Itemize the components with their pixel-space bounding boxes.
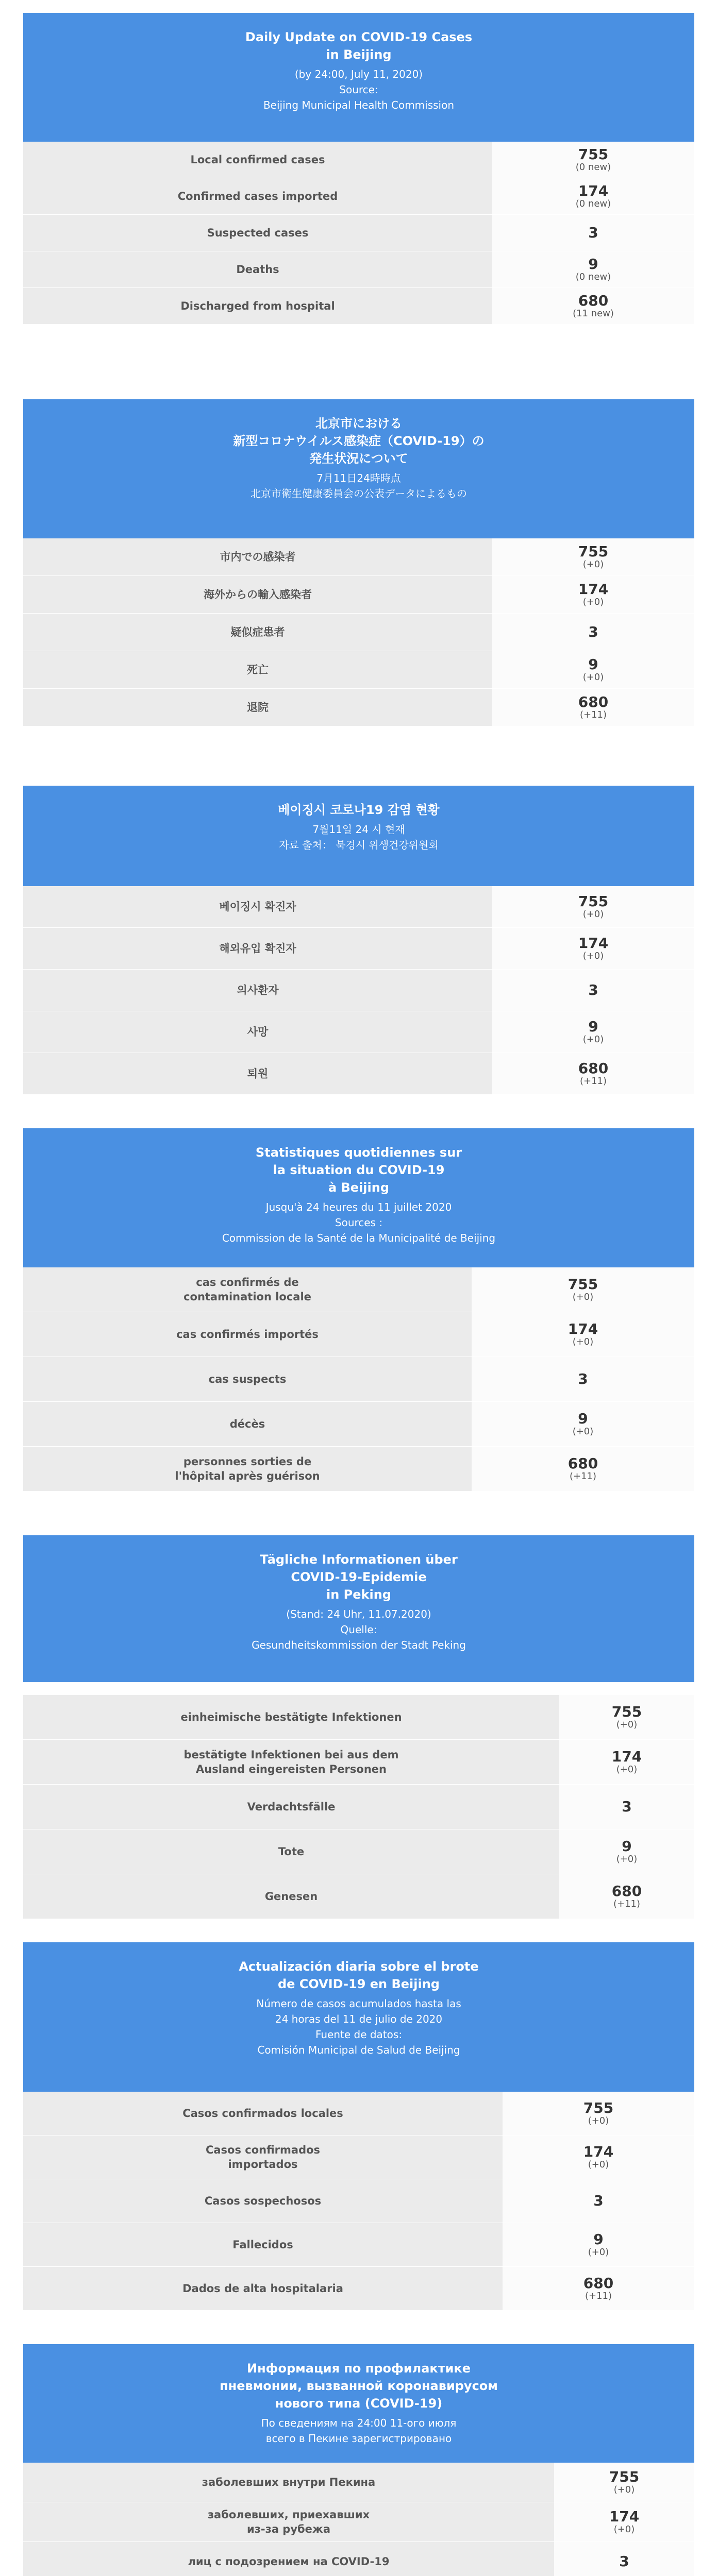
stat-value: 174 [611,1748,642,1765]
stat-label-cell [23,1011,492,1053]
stat-row [23,1695,694,1740]
stat-change: (+0) [582,909,604,920]
stat-value: 3 [588,981,598,998]
stat-row [23,1312,694,1357]
stat-label-cell [23,651,492,689]
card-subtitle-line: всего в Пекине зарегистрировано [265,2432,452,2445]
card-title-line: COVID-19-Epidemie [291,1570,427,1584]
card-title-line: 新型コロナウイルス感染症（COVID-19）の [233,434,485,448]
card-subtitle-line: Fuente de datos: [315,2028,403,2041]
stat-label: 의사환자 [237,984,279,996]
stat-label: заболевших, приехавших [207,2509,370,2521]
stat-value: 174 [578,935,609,952]
stat-value: 3 [588,623,598,640]
stat-label-cell [23,538,492,576]
card-header [23,786,694,886]
stat-row [23,1785,694,1829]
stat-label-cell [23,2542,554,2576]
stat-value-cell [472,1447,694,1492]
stat-row [23,1874,694,1919]
stats-table [23,886,694,1095]
stat-label: из-за рубежа [246,2523,330,2535]
card-header [23,399,694,538]
stat-label: Suspected cases [207,227,309,239]
stat-label: Local confirmed cases [190,154,325,166]
stat-label: Fallecidos [232,2239,293,2251]
update-card-en [23,13,694,325]
stat-change: (0 new) [575,272,611,282]
stat-value: 755 [611,1703,642,1720]
stat-row [23,142,694,178]
stat-label: Tote [278,1845,305,1858]
stat-value-cell [492,970,694,1011]
stat-value-cell [559,1740,694,1785]
stat-value-cell [492,651,694,689]
card-title-line: Statistiques quotidiennes sur [255,1145,462,1160]
stat-row [23,288,694,325]
stat-row [23,251,694,288]
stat-value: 9 [622,1838,632,1855]
card-subtitle-line: 7月11日24時時点 [316,472,401,484]
card-title-line: 北京市における [315,416,402,431]
stat-change: (+11) [579,709,607,720]
stat-change: (+0) [588,2247,609,2258]
card-title-line: 発生状況について [309,451,408,466]
stat-value-cell [503,2136,694,2179]
card-header [23,1535,694,1682]
card-subtitle-line: По сведениям на 24:00 11-ого июля [261,2417,457,2429]
stat-value-cell [503,2267,694,2311]
card-subtitle-line: Beijing Municipal Health Commission [263,99,455,111]
stat-label: 市内での感染者 [220,551,296,563]
card-subtitle-line: Gesundheitskommission der Stadt Peking [252,1639,466,1651]
stat-value: 3 [619,2553,629,2570]
stat-value: 680 [578,1060,609,1077]
stat-label-cell [23,1785,559,1829]
stat-value-cell [492,1011,694,1053]
card-subtitle-line: Comisión Municipal de Salud de Beijing [257,2044,460,2056]
stat-label-cell [23,215,492,251]
stat-change: (+0) [582,672,604,683]
stat-value-cell [492,928,694,970]
stat-row [23,1267,694,1312]
stat-value-cell [554,2502,694,2542]
stat-value-cell [492,215,694,251]
stat-value-cell [503,2092,694,2136]
stat-label-cell [23,1874,559,1919]
stat-label: Dados de alta hospitalaria [182,2282,343,2295]
stat-label: Casos confirmados [205,2144,321,2156]
stat-row [23,215,694,251]
stat-value: 680 [578,292,609,309]
stats-table [23,142,694,325]
stat-row [23,2502,694,2542]
card-subtitle-line: 北京市衛生健康委員会の公表データによるもの [251,487,467,500]
card-title-line: Actualización diaria sobre el brote [239,1959,479,1974]
stat-change: (+11) [613,1899,641,1909]
card-subtitle-line: Sources : [335,1216,383,1229]
stat-change: (+0) [588,2159,609,2170]
card-title-line: Информация по профилактике [247,2361,471,2376]
stat-value: 174 [609,2508,640,2525]
stat-value: 680 [583,2275,614,2292]
card-subtitle-line: (by 24:00, July 11, 2020) [294,68,423,80]
stat-label: Genesen [264,1890,318,1903]
stat-label: Deaths [236,263,279,276]
stat-value: 680 [578,693,609,710]
stat-label: 퇴원 [247,1067,269,1080]
stat-label: 疑似症患者 [230,626,285,638]
stat-value-cell [503,2179,694,2223]
stat-change: (+0) [613,2484,635,2495]
stat-value: 174 [567,1320,598,1337]
stat-value: 174 [578,182,609,199]
stat-value: 9 [578,1410,588,1427]
stat-row [23,1447,694,1492]
stat-row [23,1829,694,1874]
stats-table [23,1267,694,1492]
update-card-ko [23,786,694,1095]
stat-value: 680 [611,1883,642,1900]
stat-label-cell [23,1312,472,1357]
stat-row [23,1740,694,1785]
stat-label: Ausland eingereisten Personen [196,1763,387,1775]
stat-change: (+11) [585,2291,612,2301]
card-subtitle-line: (Stand: 24 Uhr, 11.07.2020) [286,1608,431,1620]
stat-label: cas confirmés de [196,1276,299,1289]
stat-label-cell [23,1267,472,1312]
card-title-line: нового типа (COVID-19) [275,2396,443,2411]
stat-change: (+0) [616,1764,638,1775]
stat-label: contamination locale [183,1291,311,1303]
stat-value: 755 [567,1276,598,1293]
stat-value: 9 [593,2231,604,2248]
section-spacer [23,1682,694,1695]
stat-row [23,1402,694,1447]
stat-label-cell [23,928,492,970]
stat-value: 9 [588,1018,598,1035]
stat-row [23,928,694,970]
stat-label-cell [23,251,492,288]
stats-table [23,2463,694,2576]
update-card-es [23,1942,694,2311]
stat-row [23,1357,694,1402]
stat-label: bestätigte Infektionen bei aus dem [183,1749,399,1761]
stat-value-cell [559,1695,694,1740]
stat-value: 680 [567,1455,598,1472]
card-header [23,2344,694,2463]
card-title-line: in Peking [326,1587,391,1602]
stat-label-cell [23,886,492,928]
stat-label-cell [23,614,492,651]
stat-row [23,651,694,689]
stat-label: Confirmed cases imported [177,190,338,202]
stat-label-cell [23,1829,559,1874]
stat-row [23,2463,694,2502]
stat-label: 退院 [247,701,269,714]
stat-value-cell [472,1312,694,1357]
stat-row [23,576,694,614]
card-title-line: пневмонии, вызванной коронавирусом [220,2379,498,2393]
stat-label: 死亡 [247,664,269,676]
stat-value: 755 [578,146,609,163]
stat-label: 베이징시 확진자 [219,901,296,913]
stat-value-cell [503,2223,694,2267]
stat-value: 9 [588,656,598,673]
card-title-line: Daily Update on COVID-19 Cases [245,30,473,44]
stat-label-cell [23,2463,554,2502]
stat-value-cell [492,886,694,928]
stat-row [23,538,694,576]
stat-row [23,886,694,928]
stat-value-cell [492,538,694,576]
card-title-line: 베이징시 코로나19 감염 현황 [278,803,440,817]
stat-row [23,2092,694,2136]
stat-value: 3 [588,224,598,241]
stat-row [23,689,694,726]
stat-row [23,2542,694,2576]
stat-value-cell [472,1402,694,1447]
stats-table [23,1695,694,1919]
stat-label: заболевших внутри Пекина [202,2476,376,2488]
card-subtitle-line: Source: [339,83,378,96]
stat-value: 3 [578,1370,588,1387]
stat-value: 3 [622,1798,632,1815]
stat-label-cell [23,1447,472,1492]
stat-label-cell [23,1357,472,1402]
stat-value-cell [554,2463,694,2502]
stats-table [23,538,694,726]
stat-label: Verdachtsfälle [247,1801,336,1813]
stat-change: (+11) [569,1471,597,1482]
stat-label-cell [23,2223,503,2267]
stat-label-cell [23,2502,554,2542]
stat-value: 174 [578,581,609,598]
stat-change: (+0) [616,1719,638,1730]
card-subtitle-line: Número de casos acumulados hasta las [256,1997,461,2010]
stat-label-cell [23,970,492,1011]
stat-label-cell [23,2136,503,2179]
stat-value-cell [492,288,694,325]
stat-value-cell [492,614,694,651]
stat-value: 755 [578,893,609,910]
stat-row [23,1011,694,1053]
card-title-line: de COVID-19 en Beijing [277,1977,440,1991]
stat-label: Casos sospechosos [204,2195,322,2207]
stat-value-cell [492,689,694,726]
stat-label-cell [23,689,492,726]
stat-label: l'hôpital après guérison [175,1470,320,1482]
stat-value-cell [472,1357,694,1402]
stat-label-cell [23,576,492,614]
card-subtitle-line: Commission de la Santé de la Municipalité de Beijing [222,1232,496,1244]
stat-change: (+0) [582,597,604,607]
stat-value: 174 [583,2143,614,2160]
stat-row [23,970,694,1011]
stat-label: einheimische bestätigte Infektionen [180,1711,402,1723]
stat-change: (+0) [582,1034,604,1045]
stat-label: personnes sorties de [183,1455,312,1468]
stat-change: (+0) [582,951,604,961]
stat-label-cell [23,1053,492,1095]
update-card-fr [23,1128,694,1492]
stat-label-cell [23,178,492,215]
update-card-ru [23,2344,694,2576]
stat-value-cell [559,1874,694,1919]
stat-value: 755 [583,2099,614,2116]
stat-row [23,1053,694,1095]
stat-value-cell [492,178,694,215]
stat-label-cell [23,288,492,325]
card-header [23,1128,694,1267]
stat-change: (0 new) [575,162,611,173]
stat-label: 사망 [247,1026,269,1038]
stat-value-cell [554,2542,694,2576]
card-title-line: in Beijing [326,47,392,62]
stat-label-cell [23,142,492,178]
stat-row [23,2136,694,2179]
stat-change: (+0) [588,2115,609,2126]
stat-change: (0 new) [575,198,611,209]
stat-row [23,178,694,215]
stat-row [23,614,694,651]
stat-change: (+11) [579,1076,607,1087]
card-subtitle-line: 7월11일 24 시 현재 [312,823,405,836]
card-subtitle-line: Quelle: [340,1623,377,1636]
stat-value-cell [492,251,694,288]
stat-row [23,2179,694,2223]
card-subtitle-line: Jusqu'à 24 heures du 11 juillet 2020 [265,1201,452,1213]
stat-label: Casos confirmados locales [182,2107,343,2120]
stat-value: 3 [593,2192,604,2209]
stat-row [23,2223,694,2267]
update-card-ja [23,399,694,726]
stat-label-cell [23,1402,472,1447]
stat-label: décès [229,1418,265,1430]
stat-value: 755 [578,543,609,560]
stat-label: importados [228,2158,298,2171]
stat-label: Discharged from hospital [180,300,335,312]
update-card-de [23,1535,694,1919]
stat-row [23,2267,694,2311]
stat-change: (+0) [572,1292,594,1302]
stat-label-cell [23,2092,503,2136]
stat-value: 755 [609,2468,640,2485]
stat-label: 海外からの輸入感染者 [204,588,312,601]
card-title-line: Tägliche Informationen über [260,1552,458,1567]
stat-value-cell [559,1829,694,1874]
card-title-line: la situation du COVID-19 [273,1163,445,1177]
stat-value-cell [492,1053,694,1095]
stat-value: 9 [588,256,598,273]
stat-label-cell [23,2179,503,2223]
stats-table [23,2092,694,2311]
stat-label: 해외유입 확진자 [219,942,296,955]
stat-value-cell [492,576,694,614]
stat-change: (+0) [613,2524,635,2535]
stat-value-cell [492,142,694,178]
card-header [23,1942,694,2092]
card-subtitle-line: 자료 출처： 북경시 위생건강위원회 [279,839,439,851]
stat-label: cas suspects [208,1373,287,1385]
stat-change: (+0) [616,1854,638,1865]
stat-change: (+0) [572,1426,594,1437]
card-header [23,13,694,142]
stat-value-cell [559,1785,694,1829]
stat-label-cell [23,1695,559,1740]
stat-label-cell [23,1740,559,1785]
stat-label: лиц с подозрением на COVID-19 [188,2555,390,2568]
card-title-line: à Beijing [328,1180,390,1195]
stat-value-cell [472,1267,694,1312]
stat-change: (+0) [582,559,604,570]
stat-change: (11 new) [573,308,614,319]
stat-label: cas confirmés importés [176,1328,319,1341]
stat-change: (+0) [572,1336,594,1347]
stat-label-cell [23,2267,503,2311]
card-subtitle-line: 24 horas del 11 de julio de 2020 [275,2013,443,2025]
